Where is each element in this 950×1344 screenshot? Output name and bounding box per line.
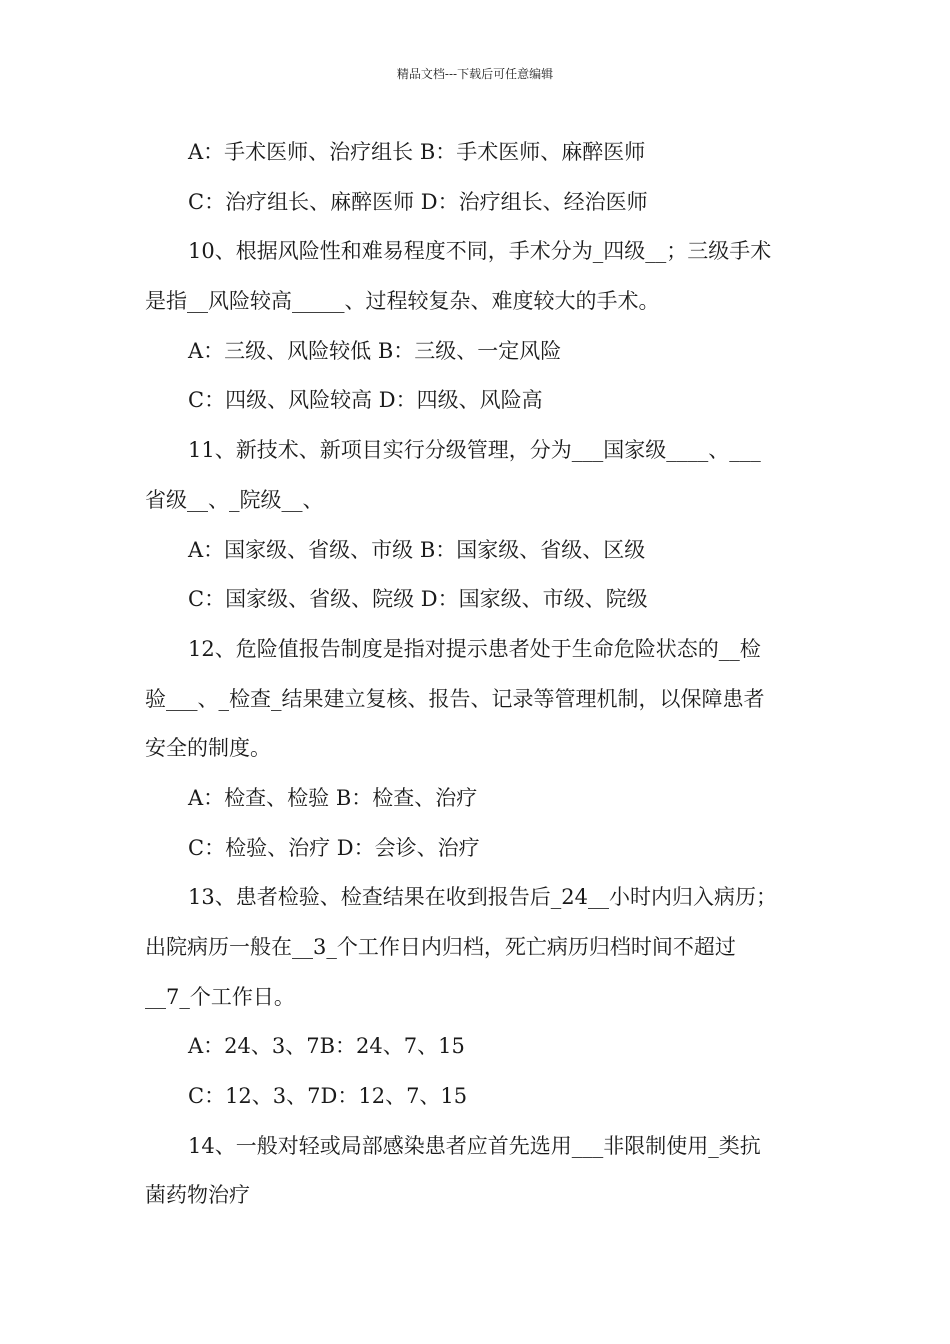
option-line: C：国家级、省级、院级 D：国家级、市级、院级 — [188, 587, 648, 612]
option-line: A：24、3、7B：24、7、15 — [188, 1034, 465, 1059]
option-line: C：四级、风险较高 D：四级、风险高 — [188, 388, 543, 413]
option-line: A：国家级、省级、市级 B：国家级、省级、区级 — [188, 537, 646, 562]
question-11: 11、新技术、新项目实行分级管理，分为___国家级____、___ — [188, 438, 761, 463]
question-14: 14、一般对轻或局部感染患者应首先选用___非限制使用_类抗 — [188, 1133, 761, 1158]
question-11-continued: 省级__、_院级__、 — [145, 487, 324, 512]
question-12-continued: 验___、_检查_结果建立复核、报告、记录等管理机制，以保障患者 — [145, 686, 765, 711]
question-12: 12、危险值报告制度是指对提示患者处于生命危险状态的__检 — [188, 636, 761, 661]
option-line: A：手术医师、治疗组长 B：手术医师、麻醉医师 — [188, 140, 646, 164]
option-line: A：检查、检验 B：检查、治疗 — [188, 785, 478, 810]
question-13-continued: 出院病历一般在__3_个工作日内归档，死亡病历归档时间不超过 — [145, 935, 736, 959]
page-header: 精品文档---下载后可任意编辑 — [396, 67, 554, 81]
option-line: A：三级、风险较低 B：三级、一定风险 — [188, 338, 562, 363]
question-13: 13、患者检验、检查结果在收到报告后_24__小时内归入病历； — [188, 885, 777, 910]
question-10: 10、根据风险性和难易程度不同，手术分为_四级__；三级手术 — [188, 239, 772, 264]
question-10-continued: 是指__风险较高_____、过程较复杂、难度较大的手术。 — [145, 289, 660, 314]
option-line: C：12、3、7D：12、7、15 — [188, 1084, 468, 1109]
question-12-continued: 安全的制度。 — [145, 736, 271, 761]
option-line: C：治疗组长、麻醉医师 D：治疗组长、经治医师 — [188, 189, 648, 214]
question-14-continued: 菌药物治疗 — [145, 1183, 250, 1208]
document-body — [145, 128, 810, 1221]
question-13-continued: __7_个工作日。 — [145, 984, 295, 1009]
option-line: C：检验、治疗 D：会诊、治疗 — [188, 835, 480, 860]
